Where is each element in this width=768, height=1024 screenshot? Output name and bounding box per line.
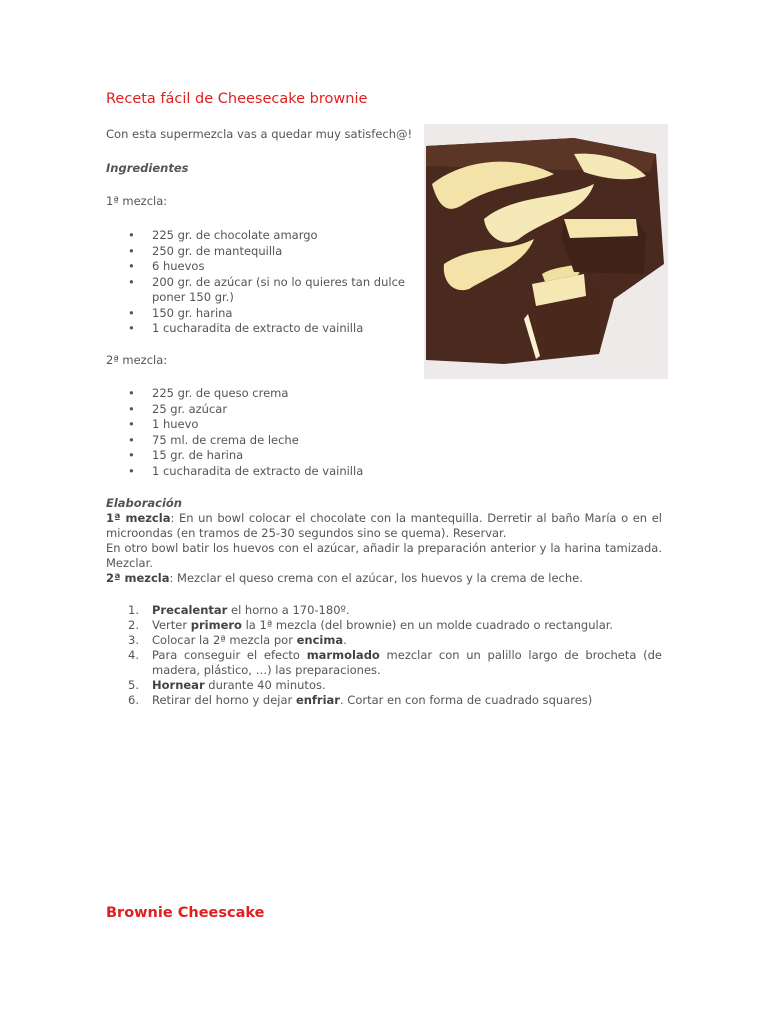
mix2-list bbox=[106, 386, 426, 479]
step-keyword: Hornear bbox=[152, 678, 205, 692]
list-item: • 6 huevos bbox=[106, 259, 426, 275]
step-number: 6. bbox=[128, 693, 139, 707]
list-item: • 1 huevo bbox=[106, 417, 426, 433]
cheesecake-brownie-photo bbox=[424, 124, 668, 379]
step-number: 2. bbox=[128, 618, 139, 632]
step-item bbox=[106, 693, 662, 708]
step-text: el horno a 170-180º. bbox=[227, 603, 350, 617]
step-keyword: enfriar bbox=[295, 693, 340, 707]
steps-list bbox=[106, 603, 662, 708]
step-text: Retirar del horno y dejar bbox=[152, 693, 296, 707]
list-item: • 200 gr. de azúcar (si no lo quieres tan dulce poner 150 gr.) bbox=[106, 275, 426, 306]
list-item: • 250 gr. de mantequilla bbox=[106, 244, 426, 260]
mix2-bold-label: 2ª mezcla bbox=[106, 571, 170, 585]
list-item: • 25 gr. azúcar bbox=[106, 402, 426, 418]
mix1-label: 1ª mezcla: bbox=[106, 194, 168, 208]
elaboration-text-1: : En un bowl colocar el chocolate con la mantequilla. Derretir al baño María o en el microondas (en tramos de 25-30 segundos sino se quema). Reservar. bbox=[106, 511, 662, 540]
step-keyword: marmolado bbox=[306, 648, 380, 662]
mix2-label: 2ª mezcla: bbox=[106, 353, 168, 367]
step-text: . bbox=[343, 633, 347, 647]
step-text: Colocar la 2ª mezcla por bbox=[152, 633, 297, 647]
second-recipe-title: Brownie Cheescake bbox=[106, 905, 265, 921]
list-item: • 75 ml. de crema de leche bbox=[106, 433, 426, 449]
step-keyword: encima bbox=[296, 633, 344, 647]
step-item bbox=[106, 618, 662, 633]
recipe-title: Receta fácil de Cheesecake brownie bbox=[106, 91, 368, 107]
list-item: • 1 cucharadita de extracto de vainilla bbox=[106, 464, 426, 480]
step-keyword: Precalentar bbox=[152, 603, 228, 617]
intro-text: Con esta supermezcla vas a quedar muy satisfech@! bbox=[106, 127, 413, 141]
step-number: 1. bbox=[128, 603, 139, 617]
list-item: • 15 gr. de harina bbox=[106, 448, 426, 464]
step-number: 4. bbox=[128, 648, 139, 662]
list-item: • 150 gr. harina bbox=[106, 306, 426, 322]
step-text: durante 40 minutos. bbox=[204, 678, 326, 692]
elaboration-paragraph-2: En otro bowl batir los huevos con el azúcar, añadir la preparación anterior y la harina tamizada. Mezclar. bbox=[106, 541, 662, 570]
step-text: Verter bbox=[152, 618, 191, 632]
list-item: • 225 gr. de chocolate amargo bbox=[106, 228, 426, 244]
step-item bbox=[106, 633, 662, 648]
elaboration-heading: Elaboración bbox=[106, 496, 182, 510]
elaboration-paragraph-1 bbox=[106, 511, 662, 541]
step-item bbox=[106, 603, 662, 618]
step-item bbox=[106, 648, 662, 678]
elaboration-section bbox=[106, 496, 662, 586]
elaboration-text-3: : Mezclar el queso crema con el azúcar, los huevos y la crema de leche. bbox=[169, 571, 583, 585]
step-number: 3. bbox=[128, 633, 139, 647]
mix1-list bbox=[106, 228, 426, 337]
step-text: mezclar con un palillo largo de brocheta (de madera, plástico, …) las preparaciones. bbox=[152, 648, 662, 677]
list-item: • 1 cucharadita de extracto de vainilla bbox=[106, 321, 426, 337]
step-text: . Cortar en con forma de cuadrado squares) bbox=[339, 693, 593, 707]
list-item: • 225 gr. de queso crema bbox=[106, 386, 426, 402]
step-number: 5. bbox=[128, 678, 139, 692]
step-item bbox=[106, 678, 662, 693]
elaboration-paragraph-3 bbox=[106, 571, 662, 586]
mix1-bold-label: 1ª mezcla bbox=[106, 511, 171, 525]
ingredients-heading: Ingredientes bbox=[106, 161, 189, 175]
step-keyword: primero bbox=[190, 618, 242, 632]
step-text: Para conseguir el efecto bbox=[152, 648, 307, 662]
step-text: la 1ª mezcla (del brownie) en un molde cuadrado o rectangular. bbox=[241, 618, 614, 632]
